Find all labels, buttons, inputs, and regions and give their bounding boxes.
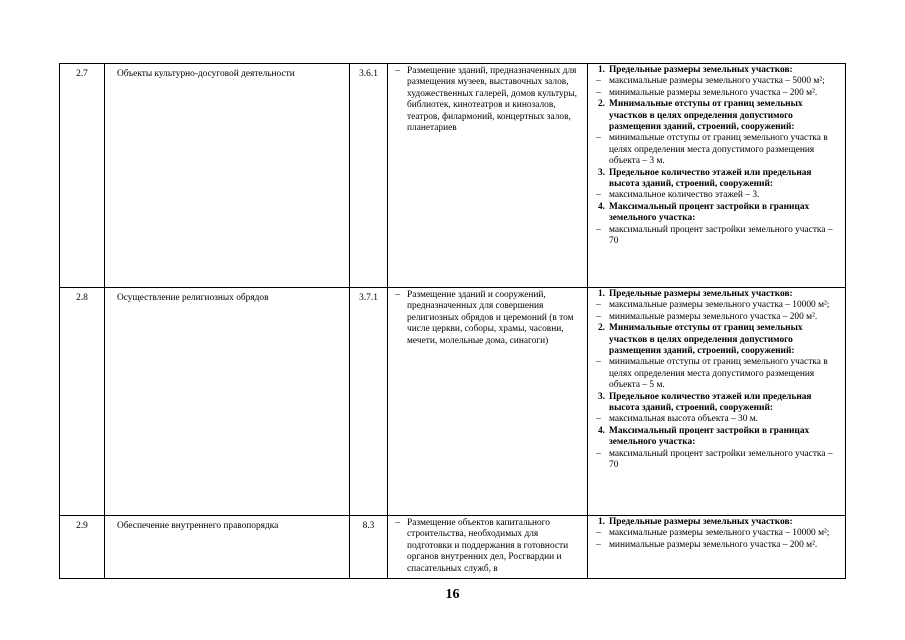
parameter-number: 2. xyxy=(597,323,605,334)
parameter-value: минимальные размеры земельного участка – 200 м². xyxy=(609,87,818,98)
description-text: Размещение объектов капитального строительства, необходимых для подготовки и поддержания в готовности органов внутренних дел, Росгвардии и спасательных служб, в xyxy=(407,518,569,574)
parameter-heading xyxy=(588,168,843,191)
parameter-item xyxy=(588,225,843,248)
parameter-item xyxy=(588,357,843,391)
parameter-item xyxy=(588,88,843,99)
use-type-name: Обеспечение внутреннего правопорядка xyxy=(105,516,350,579)
page-number: 16 xyxy=(445,587,460,602)
dash-marker: – xyxy=(395,290,400,300)
parameter-title: Минимальные отступы от границ земельных участков в целях определения допустимого размещения зданий, строений, сооружений: xyxy=(609,99,803,133)
parameter-title: Предельные размеры земельных участков: xyxy=(609,65,793,75)
use-type-description xyxy=(388,516,588,579)
parameter-value: максимальная высота объекта – 30 м. xyxy=(609,414,759,425)
table-row xyxy=(60,516,846,579)
parameters-cell xyxy=(588,64,846,288)
dash-marker: – xyxy=(596,357,601,368)
description-text: Размещение зданий и сооружений, предназначенных для совершения религиозных обрядов и церемоний (в том числе церкви, соборы, храмы, часовни, мечети, молельные дома, синагоги) xyxy=(407,290,574,346)
regulations-table xyxy=(59,63,846,579)
row-number: 2.8 xyxy=(60,288,105,516)
dash-marker: – xyxy=(395,518,400,528)
dash-marker: – xyxy=(596,528,601,539)
table-row xyxy=(60,288,846,516)
parameter-heading xyxy=(588,517,843,528)
parameter-heading xyxy=(588,202,843,225)
parameter-value: минимальные размеры земельного участка – 200 м². xyxy=(609,539,818,550)
dash-marker: – xyxy=(596,311,601,322)
parameter-heading xyxy=(588,99,843,133)
parameter-title: Максимальный процент застройки в границах земельного участка: xyxy=(609,201,810,224)
parameter-title: Предельное количество этажей или предельная высота зданий, строений, сооружений: xyxy=(609,391,812,414)
dash-marker: – xyxy=(596,224,601,235)
parameter-title: Предельные размеры земельных участков: xyxy=(609,289,793,299)
parameter-heading xyxy=(588,426,843,449)
use-type-code: 8.3 xyxy=(350,516,388,579)
parameter-item xyxy=(588,133,843,167)
parameter-number: 3. xyxy=(597,167,605,178)
parameter-item xyxy=(588,414,843,425)
parameter-heading xyxy=(588,392,843,415)
parameter-value: максимальные размеры земельного участка – 10000 м²; xyxy=(609,528,830,539)
dash-marker: – xyxy=(395,66,400,76)
parameter-item xyxy=(588,528,843,539)
row-number: 2.7 xyxy=(60,64,105,288)
parameter-number: 4. xyxy=(597,201,605,212)
description-line xyxy=(388,290,583,347)
parameter-value: минимальные отступы от границ земельного участка в целях определения места допустимого размещения объекта – 5 м. xyxy=(609,357,828,391)
dash-marker: – xyxy=(596,87,601,98)
parameter-value: максимальные размеры земельного участка – 10000 м²; xyxy=(609,300,830,311)
dash-marker: – xyxy=(596,448,601,459)
parameter-value: максимальный процент застройки земельного участка – 70 xyxy=(609,224,833,247)
parameter-item xyxy=(588,190,843,201)
parameter-number: 2. xyxy=(597,99,605,110)
parameter-title: Предельное количество этажей или предельная высота зданий, строений, сооружений: xyxy=(609,167,812,190)
parameters-cell xyxy=(588,516,846,579)
parameter-value: максимальное количество этажей – 3. xyxy=(609,190,760,201)
row-number: 2.9 xyxy=(60,516,105,579)
use-type-code: 3.7.1 xyxy=(350,288,388,516)
use-type-code: 3.6.1 xyxy=(350,64,388,288)
table-row xyxy=(60,64,846,288)
dash-marker: – xyxy=(596,539,601,550)
dash-marker: – xyxy=(596,300,601,311)
description-line xyxy=(388,518,583,575)
parameter-item xyxy=(588,300,843,311)
parameter-heading xyxy=(588,65,843,76)
parameter-number: 1. xyxy=(597,289,605,299)
dash-marker: – xyxy=(596,414,601,425)
parameter-value: минимальные размеры земельного участка – 200 м². xyxy=(609,311,818,322)
parameter-item xyxy=(588,540,843,551)
parameter-number: 4. xyxy=(597,425,605,436)
parameter-number: 1. xyxy=(597,65,605,75)
parameter-number: 3. xyxy=(597,391,605,402)
parameter-item xyxy=(588,312,843,323)
dash-marker: – xyxy=(596,133,601,144)
parameter-value: максимальный процент застройки земельного участка – 70 xyxy=(609,448,833,471)
parameter-title: Предельные размеры земельных участков: xyxy=(609,517,793,527)
parameter-item xyxy=(588,76,843,87)
use-type-name: Объекты культурно-досуговой деятельности xyxy=(105,64,350,288)
parameter-value: максимальные размеры земельного участка – 5000 м²; xyxy=(609,76,825,87)
parameter-title: Минимальные отступы от границ земельных участков в целях определения допустимого размещения зданий, строений, сооружений: xyxy=(609,323,803,357)
description-line xyxy=(388,66,583,134)
parameters-cell xyxy=(588,288,846,516)
use-type-description xyxy=(388,288,588,516)
parameter-number: 1. xyxy=(597,517,605,527)
dash-marker: – xyxy=(596,76,601,87)
parameter-title: Максимальный процент застройки в границах земельного участка: xyxy=(609,425,810,448)
parameter-heading xyxy=(588,289,843,300)
parameter-heading xyxy=(588,323,843,357)
use-type-description xyxy=(388,64,588,288)
description-text: Размещение зданий, предназначенных для размещения музеев, выставочных залов, художественных галерей, домов культуры, библиотек, кинотеатров и кинозалов, театров, филармоний, концертных залов, планетариев xyxy=(407,66,577,134)
dash-marker: – xyxy=(596,190,601,201)
parameter-item xyxy=(588,449,843,472)
parameter-value: минимальные отступы от границ земельного участка в целях определения места допустимого размещения объекта – 3 м. xyxy=(609,133,828,167)
use-type-name: Осуществление религиозных обрядов xyxy=(105,288,350,516)
